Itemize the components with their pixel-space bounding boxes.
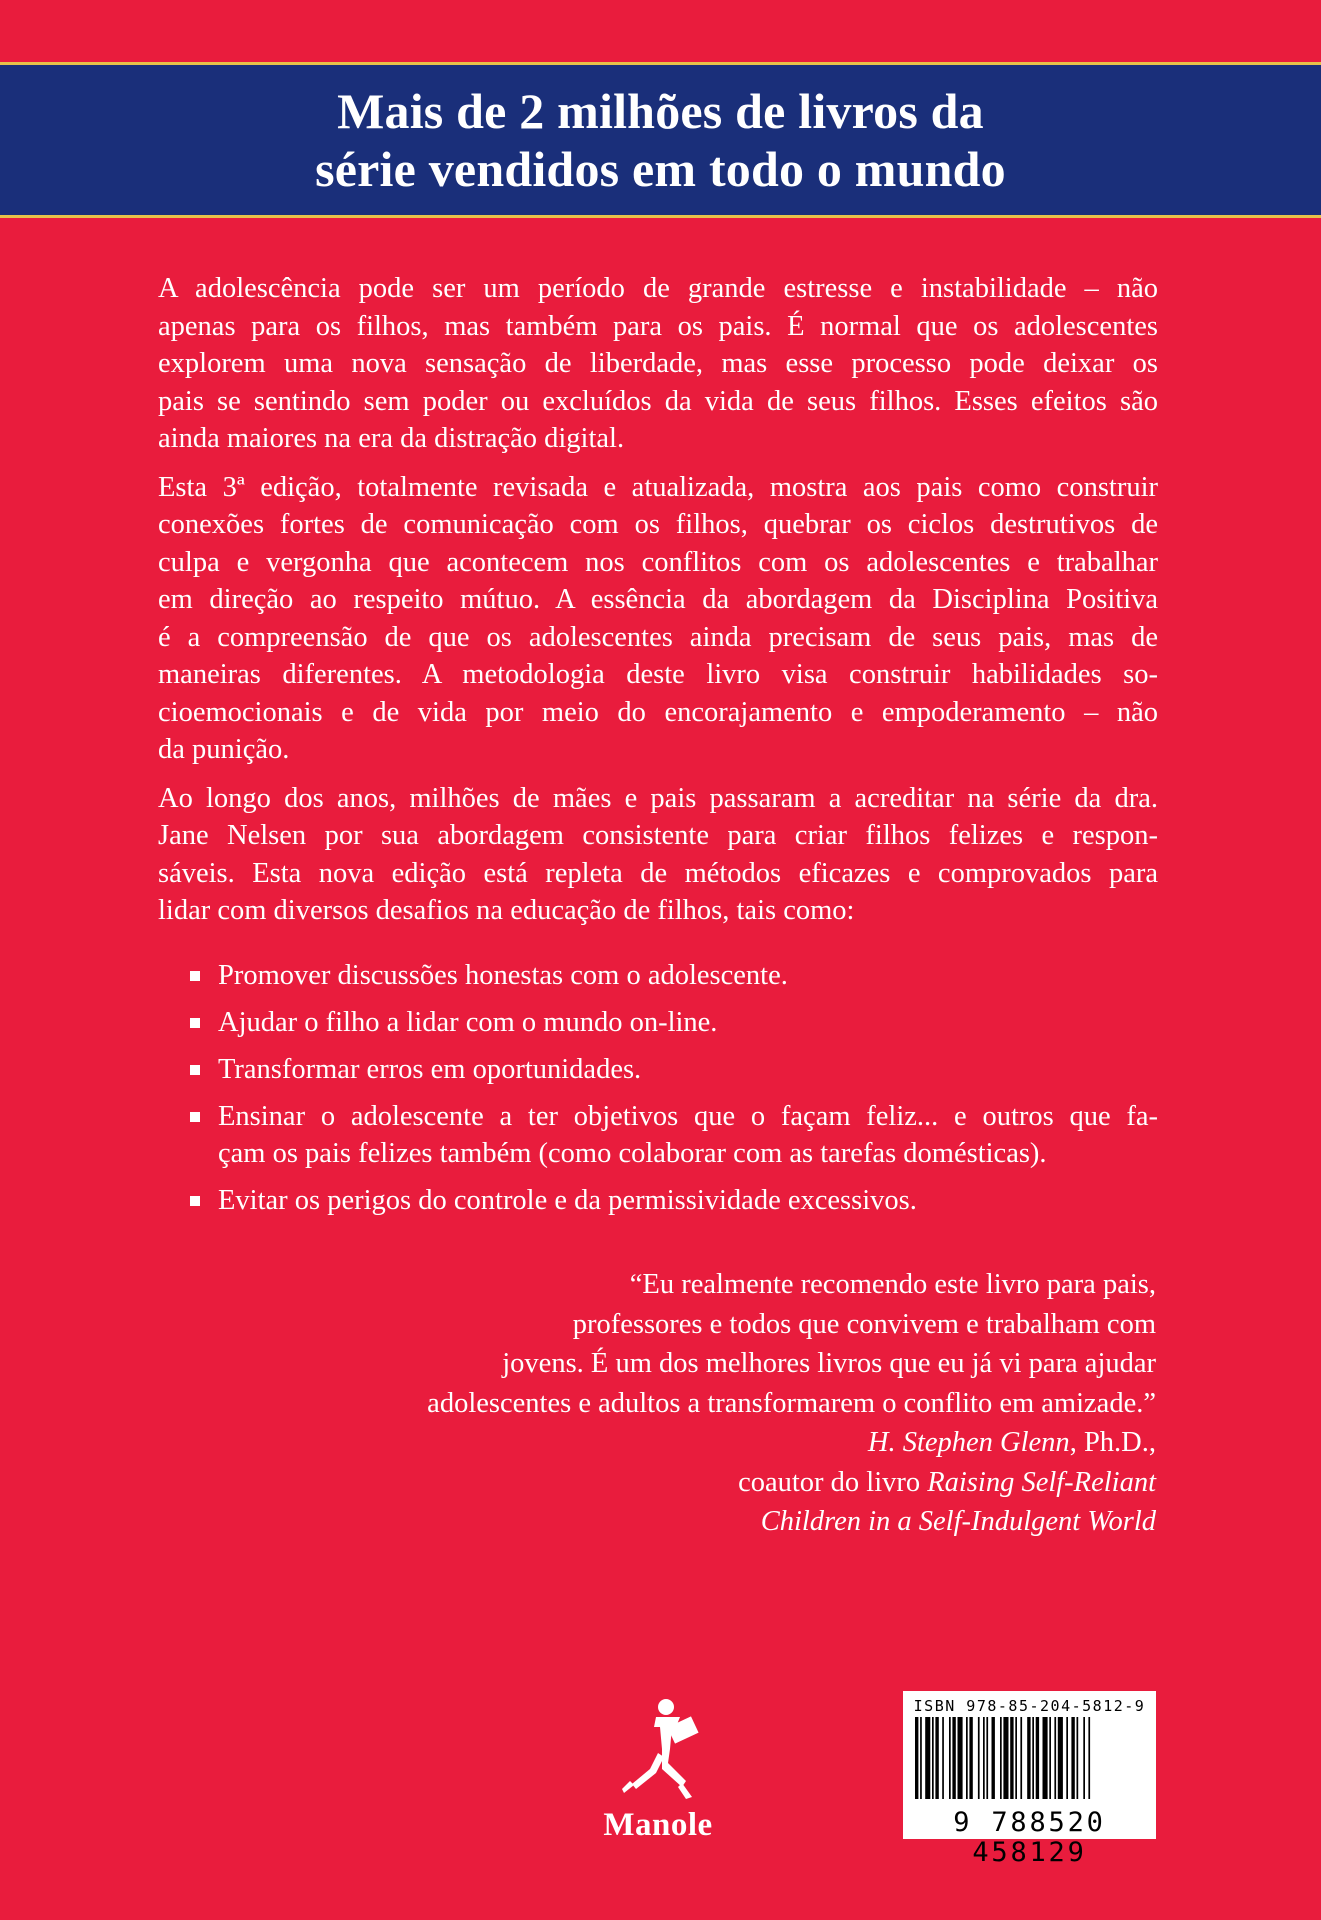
endorsement-quote	[256, 1265, 1156, 1542]
isbn-digits: 9 788520 458129	[953, 1807, 1106, 1868]
barcode-bar	[1066, 1717, 1068, 1799]
text-line: é a compreensão de que os adolescentes ainda precisam de seus pais, mas de	[158, 621, 1158, 653]
text-line: ainda maiores na era da distração digital.	[158, 423, 625, 454]
barcode-bar	[1077, 1717, 1079, 1799]
author-name: H. Stephen Glenn	[867, 1427, 1070, 1458]
barcode-bar	[1010, 1717, 1013, 1799]
list-item	[158, 1004, 1158, 1042]
quote-line: jovens. É um dos melhores livros que eu já vi para ajudar	[502, 1348, 1156, 1379]
barcode-bar	[949, 1717, 951, 1799]
author-credential: , Ph.D.,	[1069, 1427, 1156, 1458]
text-line: Jane Nelsen por sua abordagem consistente para criar filhos felizes e respon-	[158, 820, 1158, 851]
reader-figure-icon	[596, 1697, 720, 1802]
text-line: lidar com diversos desafios na educação de filhos, tais como:	[158, 895, 855, 926]
text-line: A adolescência pode ser um período de grande estresse e instabilidade – não	[158, 273, 1158, 304]
paragraph-2	[158, 469, 1158, 769]
barcode-bar	[952, 1717, 955, 1799]
quote-line: “Eu realmente recomendo este livro para pais,	[629, 1269, 1156, 1300]
text-line: Transformar erros em oportunidades.	[218, 1053, 642, 1085]
text-line: apenas para os filhos, mas também para os pais. É normal que os adolescentes	[158, 310, 1158, 342]
barcode-bar	[1003, 1717, 1008, 1799]
list-item	[158, 1098, 1158, 1173]
barcode-bar	[1071, 1717, 1074, 1799]
barcode-bar	[978, 1717, 980, 1799]
text-line: em direção ao respeito mútuo. A essência da abordagem da Disciplina Positiva	[158, 584, 1158, 615]
isbn-label: ISBN 978-85-204-5812-9	[913, 1697, 1146, 1715]
text-line: Ajudar o filho a lidar com o mundo on-line.	[218, 1006, 718, 1038]
role-prefix: coautor do livro	[738, 1466, 928, 1498]
text-line: culpa e vergonha que acontecem nos conflitos com os adolescentes e trabalhar	[158, 546, 1158, 578]
book-title-1: Raising Self-Reliant	[927, 1466, 1156, 1498]
barcode-bar	[986, 1717, 988, 1799]
quote-line: adolescentes e adultos a transformarem o conflito em amizade.”	[427, 1387, 1156, 1419]
text-line: Ao longo dos anos, milhões de mães e pais passaram a acreditar na série da dra.	[158, 782, 1158, 814]
publisher-logo	[596, 1697, 720, 1847]
barcode-bar	[932, 1717, 934, 1799]
barcode-bar	[983, 1717, 985, 1799]
barcode-bar	[1043, 1717, 1048, 1799]
barcode-bar	[1036, 1717, 1039, 1799]
square-bullet-icon	[190, 971, 200, 981]
text-line: Esta 3ª edição, totalmente revisada e atualizada, mostra aos pais como construir	[158, 471, 1158, 503]
text-line: çam os pais felizes também (como colaborar com as tarefas domésticas).	[218, 1138, 1047, 1169]
top-banner	[0, 62, 1321, 218]
text-line: Evitar os perigos do controle e da permissividade excessivos.	[218, 1185, 917, 1216]
bullet-list	[158, 957, 1158, 1220]
barcode-bar	[1032, 1717, 1034, 1799]
barcode-bar	[992, 1717, 995, 1799]
barcode-bar	[1088, 1717, 1090, 1799]
text-line: da punição.	[158, 734, 290, 765]
barcode-bar	[915, 1717, 918, 1799]
text-line: conexões fortes de comunicação com os filhos, quebrar os ciclos destrutivos de	[158, 509, 1158, 540]
barcode-bar	[1083, 1717, 1085, 1799]
text-line: cioemocionais e de vida por meio do encorajamento e empoderamento – não	[158, 696, 1158, 728]
barcode-bar	[1015, 1717, 1017, 1799]
barcode-bar	[925, 1717, 930, 1799]
book-title-2: Children in a Self-Indulgent World	[760, 1506, 1156, 1537]
text-line: Promover discussões honestas com o adolescente.	[218, 959, 788, 991]
square-bullet-icon	[190, 1018, 200, 1028]
barcode-bar	[942, 1717, 944, 1799]
list-item	[158, 1051, 1158, 1089]
text-line: maneiras diferentes. A metodologia deste livro visa construir habilidades so-	[158, 659, 1158, 690]
paragraph-1	[158, 270, 1158, 458]
paragraph-3	[158, 780, 1158, 930]
square-bullet-icon	[190, 1065, 200, 1075]
text-line: sáveis. Esta nova edição está repleta de métodos eficazes e comprovados para	[158, 857, 1158, 889]
text-line: explorem uma nova sensação de liberdade, mas esse processo pode deixar os	[158, 348, 1158, 379]
list-item	[158, 1182, 1158, 1220]
barcode-bar	[935, 1717, 938, 1799]
author-role	[256, 1463, 1156, 1503]
barcode-bar	[1054, 1717, 1056, 1799]
barcode-bar	[958, 1717, 963, 1799]
barcode-bar	[920, 1717, 922, 1799]
barcode-bar	[1027, 1717, 1030, 1799]
barcode-bar	[1000, 1717, 1002, 1799]
banner-line-2: série vendidos em todo o mundo	[315, 141, 1006, 197]
barcode-bar	[1049, 1717, 1051, 1799]
quote-line: professores e todos que convivem e trabalham com	[572, 1308, 1156, 1340]
quote-author	[256, 1423, 1156, 1463]
barcode-bar	[966, 1717, 968, 1799]
description-text	[158, 270, 1158, 1229]
banner-line-1: Mais de 2 milhões de livros da	[337, 83, 984, 139]
barcode-bars	[911, 1715, 1148, 1801]
publisher-name: Manole	[603, 1807, 713, 1843]
barcode-bar	[1058, 1717, 1063, 1799]
barcode-bar	[969, 1717, 972, 1799]
text-line: Ensinar o adolescente a ter objetivos que o façam feliz... e outros que fa-	[218, 1100, 1158, 1132]
list-item	[158, 957, 1158, 995]
square-bullet-icon	[190, 1196, 200, 1206]
isbn-barcode	[903, 1691, 1156, 1868]
text-line: pais se sentindo sem poder ou excluídos da vida de seus filhos. Esses efeitos são	[158, 385, 1158, 417]
barcode-bar	[1020, 1717, 1022, 1799]
square-bullet-icon	[190, 1112, 200, 1122]
